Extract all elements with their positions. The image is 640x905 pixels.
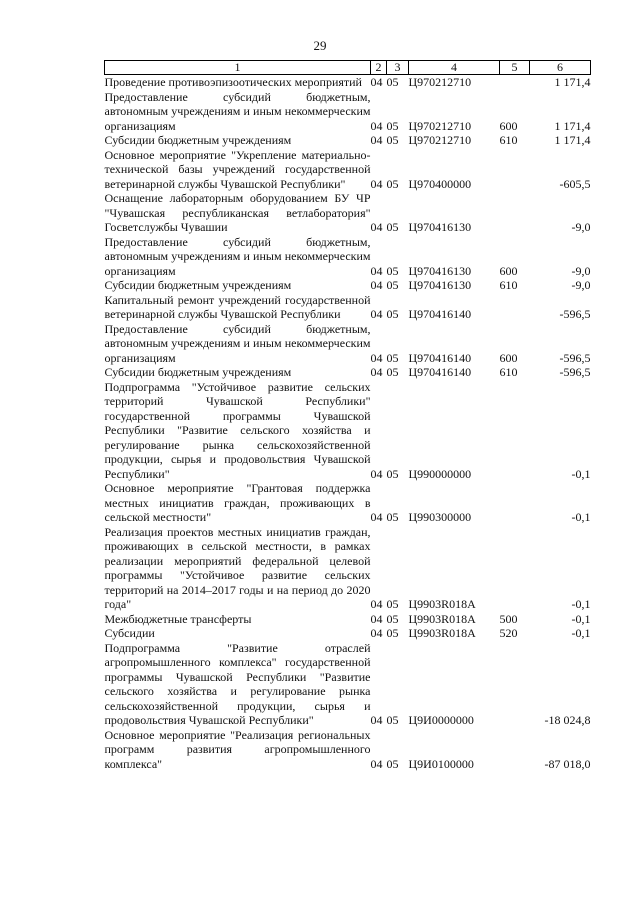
row-subsection-code: 05	[386, 611, 399, 626]
row-amount: 1 171,4	[554, 133, 591, 147]
row-section-code: 04	[370, 75, 383, 89]
row-expense-type: 610	[499, 133, 518, 147]
row-description: Основное мероприятие "Грантовая поддержка местных инициатив граждан, проживающих в сельской местности"	[104, 481, 371, 524]
row-description: Основное мероприятие "Реализация региональных программ развития агропромышленного комплекса"	[104, 727, 371, 771]
row-subsection-code: 05	[386, 75, 399, 89]
row-subsection-code: 05	[386, 626, 399, 640]
table-row	[105, 380, 591, 482]
row-target-article: Ц970416140	[408, 350, 472, 365]
header-col-3: 3	[387, 61, 409, 75]
table-row	[105, 612, 591, 627]
row-expense-type	[500, 191, 530, 235]
row-amount: -596,5	[559, 365, 591, 379]
row-target-article: Ц970400000	[408, 176, 472, 191]
row-subsection-code: 05	[386, 466, 399, 481]
row-expense-type	[500, 380, 530, 482]
budget-table	[104, 60, 591, 771]
row-subsection-code: 05	[386, 756, 399, 771]
row-amount: 1 171,4	[554, 75, 591, 89]
row-target-article: Ц970416130	[408, 220, 472, 234]
row-subsection-code: 05	[386, 176, 399, 191]
row-amount: -0,1	[571, 510, 591, 524]
page-number: 29	[313, 38, 327, 53]
table-row	[105, 626, 591, 641]
header-col-6: 6	[530, 61, 591, 75]
row-section-code: 04	[370, 597, 383, 611]
row-target-article: Ц970212710	[408, 133, 472, 147]
row-description: Предоставление субсидий бюджетным, автономным учреждениям и иным некоммерческим организациям	[104, 321, 371, 365]
row-amount: -87 018,0	[544, 756, 591, 771]
row-amount: -9,0	[571, 220, 591, 234]
table-row	[105, 293, 591, 322]
row-target-article: Ц9И0000000	[408, 713, 474, 727]
table-header	[105, 61, 591, 75]
table-row	[105, 191, 591, 235]
table-row	[105, 481, 591, 525]
row-section-code: 04	[370, 278, 383, 292]
row-section-code: 04	[370, 466, 383, 481]
row-description: Капитальный ремонт учреждений государственной ветеринарной службы Чувашской Республики	[104, 292, 371, 321]
row-subsection-code: 05	[386, 118, 399, 133]
table-row	[105, 525, 591, 612]
row-expense-type	[500, 481, 530, 525]
row-section-code: 04	[370, 756, 383, 771]
row-target-article: Ц990300000	[408, 510, 472, 524]
table-row	[105, 235, 591, 279]
row-amount: 1 171,4	[554, 118, 591, 133]
row-amount: -9,0	[571, 278, 591, 292]
row-section-code: 04	[370, 263, 383, 278]
row-target-article: Ц970212710	[408, 75, 472, 89]
row-target-article: Ц970416140	[408, 307, 472, 321]
row-target-article: Ц9И0100000	[408, 756, 474, 771]
row-target-article: Ц970416130	[408, 278, 472, 292]
row-expense-type	[500, 293, 530, 322]
row-section-code: 04	[370, 350, 383, 365]
row-subsection-code: 05	[386, 278, 399, 292]
row-expense-type: 610	[499, 278, 518, 292]
row-description: Проведение противоэпизоотических мероприятий	[104, 75, 362, 89]
row-subsection-code: 05	[386, 263, 399, 278]
row-description: Подпрограмма "Развитие отраслей агропромышленного комплекса" государственной программы Чувашской Республики "Развитие сельского хозяйства и регулирование рынка сельскохозяйственной продукции, сырья и продовольствия Чувашской Республики"	[104, 640, 371, 727]
row-section-code: 04	[370, 713, 383, 727]
row-amount: -0,1	[571, 611, 591, 626]
row-amount: -0,1	[571, 626, 591, 640]
header-col-2: 2	[371, 61, 387, 75]
row-description: Субсидии бюджетным учреждениям	[104, 133, 292, 147]
row-section-code: 04	[370, 510, 383, 524]
row-amount: -0,1	[571, 597, 591, 611]
row-expense-type	[500, 148, 530, 192]
row-subsection-code: 05	[386, 220, 399, 234]
row-amount: -596,5	[559, 307, 591, 321]
row-description: Субсидии бюджетным учреждениям	[104, 278, 292, 292]
row-target-article: Ц970416130	[408, 263, 472, 278]
row-amount: -0,1	[571, 466, 591, 481]
row-expense-type: 500	[499, 611, 518, 626]
row-expense-type	[500, 641, 530, 728]
header-col-1: 1	[105, 61, 371, 75]
table-row	[105, 278, 591, 293]
header-row	[105, 61, 591, 75]
row-target-article: Ц9903R018А	[408, 626, 476, 640]
row-target-article: Ц970212710	[408, 118, 472, 133]
row-expense-type: 610	[499, 365, 518, 379]
row-expense-type: 600	[499, 118, 518, 133]
row-description: Подпрограмма "Устойчивое развитие сельских территорий Чувашской Республики" государственной программы Чувашской Республики "Развитие сельского хозяйства и регулирование рынка сельскохозяйственной продукции, сырья и продовольствия Чувашской Республики"	[104, 379, 371, 481]
row-section-code: 04	[370, 118, 383, 133]
row-section-code: 04	[370, 626, 383, 640]
row-section-code: 04	[370, 133, 383, 147]
table-row	[105, 322, 591, 366]
row-section-code: 04	[370, 220, 383, 234]
header-col-5: 5	[500, 61, 530, 75]
table-row	[105, 90, 591, 134]
table-row	[105, 148, 591, 192]
row-expense-type	[500, 525, 530, 612]
row-description: Предоставление субсидий бюджетным, автономным учреждениям и иным некоммерческим организациям	[104, 89, 371, 133]
row-amount: -596,5	[559, 350, 591, 365]
row-expense-type	[500, 728, 530, 772]
row-subsection-code: 05	[386, 365, 399, 379]
row-amount: -605,5	[559, 176, 591, 191]
table-row	[105, 75, 591, 90]
header-col-4: 4	[409, 61, 500, 75]
row-amount: -18 024,8	[544, 713, 591, 727]
row-description: Субсидии	[104, 626, 155, 640]
row-subsection-code: 05	[386, 510, 399, 524]
row-section-code: 04	[370, 365, 383, 379]
row-subsection-code: 05	[386, 133, 399, 147]
row-target-article: Ц9903R018А	[408, 611, 476, 626]
row-section-code: 04	[370, 611, 383, 626]
row-expense-type: 600	[499, 263, 518, 278]
row-description: Субсидии бюджетным учреждениям	[104, 365, 292, 379]
table-body	[105, 75, 591, 772]
row-description: Основное мероприятие "Укрепление материально-технической базы учреждений государственной ветеринарной службы Чувашской Республики"	[104, 147, 371, 191]
row-subsection-code: 05	[386, 597, 399, 611]
row-subsection-code: 05	[386, 350, 399, 365]
row-expense-type: 600	[499, 350, 518, 365]
row-section-code: 04	[370, 176, 383, 191]
row-target-article: Ц970416140	[408, 365, 472, 379]
row-amount: -9,0	[571, 263, 591, 278]
row-subsection-code: 05	[386, 713, 399, 727]
row-description: Предоставление субсидий бюджетным, автономным учреждениям и иным некоммерческим организациям	[104, 234, 371, 278]
table-row	[105, 641, 591, 728]
table-row	[105, 365, 591, 380]
row-target-article: Ц9903R018А	[408, 597, 476, 611]
row-description: Реализация проектов местных инициатив граждан, проживающих в сельской местности, в рамках реализации мероприятий федеральной целевой программы "Устойчивое развитие сельских территорий на 2014–2017 годы и на период до 2020 года"	[104, 524, 371, 611]
row-description: Межбюджетные трансферты	[104, 611, 252, 626]
row-section-code: 04	[370, 307, 383, 321]
row-expense-type: 520	[499, 626, 518, 640]
row-expense-type	[500, 75, 530, 90]
table-row	[105, 728, 591, 772]
row-subsection-code: 05	[386, 307, 399, 321]
table-row	[105, 133, 591, 148]
row-description: Оснащение лабораторным оборудованием БУ ЧР "Чувашская республиканская ветлаборатория" Госветслужбы Чувашии	[104, 191, 371, 234]
row-target-article: Ц990000000	[408, 466, 472, 481]
